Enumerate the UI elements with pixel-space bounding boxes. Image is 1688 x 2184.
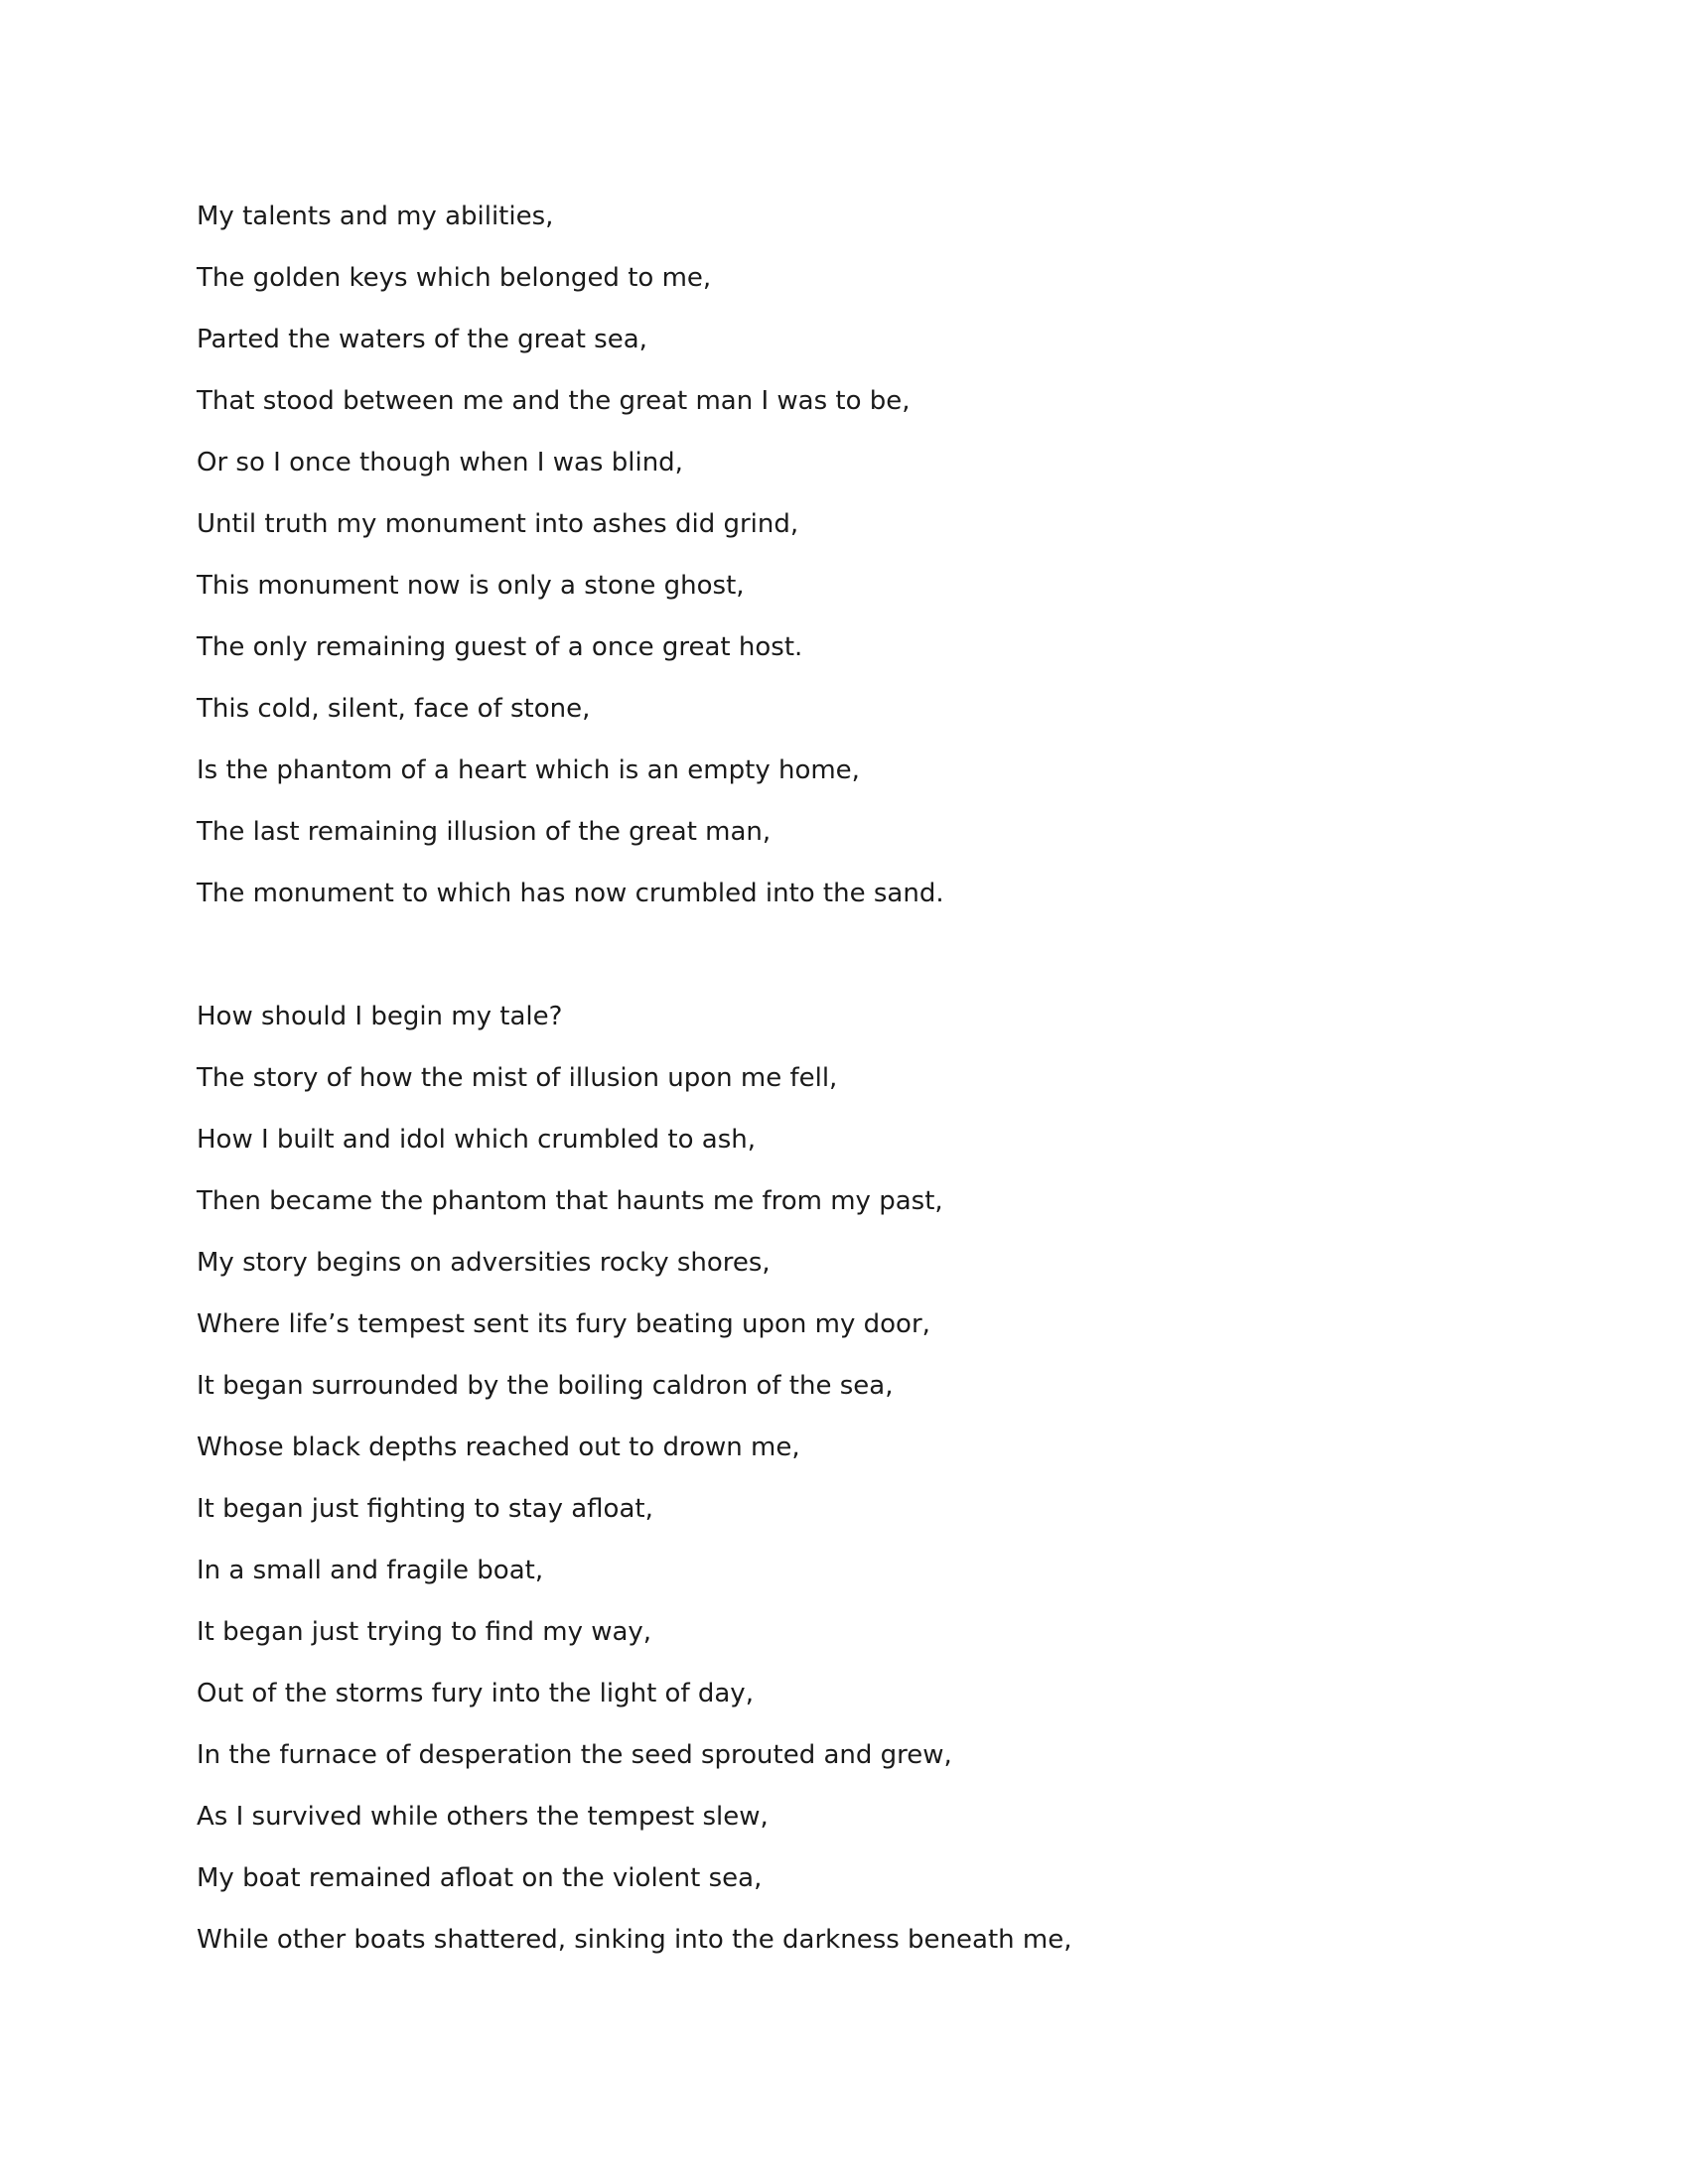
poem-line: Is the phantom of a heart which is an empty home, bbox=[197, 755, 860, 785]
poem-line: It began just trying to find my way, bbox=[197, 1617, 652, 1647]
poem-line: Then became the phantom that haunts me from my past, bbox=[197, 1186, 943, 1216]
poem-line: In a small and fragile boat, bbox=[197, 1556, 544, 1585]
poem-line: My boat remained afloat on the violent sea, bbox=[197, 1863, 763, 1893]
poem-line: The story of how the mist of illusion upon me fell, bbox=[197, 1063, 838, 1093]
poem-line: While other boats shattered, sinking into the darkness beneath me, bbox=[197, 1925, 1072, 1955]
poem-line: This monument now is only a stone ghost, bbox=[197, 571, 745, 601]
poem-line: As I survived while others the tempest slew, bbox=[197, 1802, 769, 1832]
poem-line: Or so I once though when I was blind, bbox=[197, 448, 683, 478]
poem-line: The only remaining guest of a once great host. bbox=[197, 632, 803, 662]
poem-line: This cold, silent, face of stone, bbox=[197, 694, 591, 724]
poem-line: The golden keys which belonged to me, bbox=[197, 263, 712, 293]
poem-line: How I built and idol which crumbled to ash, bbox=[197, 1125, 756, 1155]
poem-line: Until truth my monument into ashes did grind, bbox=[197, 509, 799, 539]
poem-body bbox=[197, 199, 1487, 1983]
poem-line: Where life’s tempest sent its fury beating upon my door, bbox=[197, 1309, 930, 1339]
stanza-1 bbox=[197, 199, 1487, 937]
poem-line: Whose black depths reached out to drown me, bbox=[197, 1433, 800, 1462]
poem-line: My talents and my abilities, bbox=[197, 202, 554, 231]
poem-line: The monument to which has now crumbled into the sand. bbox=[197, 879, 944, 908]
poem-line: It began surrounded by the boiling caldron of the sea, bbox=[197, 1371, 894, 1401]
poem-line: The last remaining illusion of the great man, bbox=[197, 817, 772, 847]
poem-line: My story begins on adversities rocky shores, bbox=[197, 1248, 771, 1278]
poem-line: That stood between me and the great man I was to be, bbox=[197, 386, 911, 416]
poem-line: In the furnace of desperation the seed sprouted and grew, bbox=[197, 1740, 952, 1770]
stanza-2 bbox=[197, 999, 1487, 1983]
poem-line: It began just fighting to stay afloat, bbox=[197, 1494, 653, 1524]
poem-line: Out of the storms fury into the light of day, bbox=[197, 1679, 754, 1708]
poem-line: How should I begin my tale? bbox=[197, 1002, 563, 1031]
poem-line: Parted the waters of the great sea, bbox=[197, 325, 647, 354]
